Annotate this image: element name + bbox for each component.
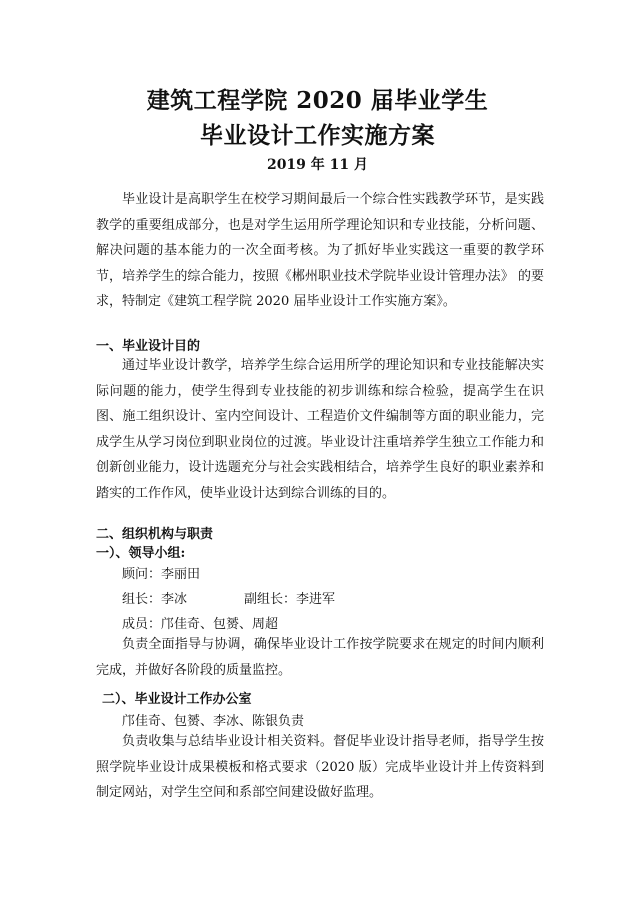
adviser-line: 顾问：李丽田 bbox=[122, 567, 201, 582]
document-date: 2019 年 11 月 bbox=[266, 157, 369, 173]
office-people-line: 邝佳奇、包赟、李冰、陈银负责 bbox=[122, 714, 305, 729]
deputy-line: 副组长：李进军 bbox=[244, 592, 336, 607]
subsection1-heading: 一）、领导小组: bbox=[96, 546, 186, 561]
section2-heading: 二、组织机构与职责 bbox=[96, 527, 214, 542]
subsection1-duty: 负责全面指导与协调，确保毕业设计工作按学院要求在规定的时间内顺利完成，并做好各阶段的质量监控。 bbox=[96, 637, 544, 678]
leader-line: 组长：李冰 bbox=[122, 592, 188, 607]
intro-paragraph: 毕业设计是高职学生在校学习期间最后一个综合性实践教学环节，是实践教学的重要组成部分，也是对学生运用所学理论知识和专业技能，分析问题、解决问题的基本能力的一次全面考核。为了抓好毕业实践这一重要的教学环节，培养学生的综合能力，按照《郴州职业技术学院毕业设计管理办法》 的要求，特制定《建筑工程学院 2020 届毕业设计工作实施方案》。 bbox=[96, 192, 544, 310]
subsection2-duty: 负责收集与总结毕业设计相关资料。督促毕业设计指导老师，指导学生按照学院毕业设计成果模板和格式要求（2020 版）完成毕业设计并上传资料到制定网站，对学生空间和系部空间建设做好监理。 bbox=[96, 734, 544, 801]
members-line: 成员：邝佳奇、包赟、周超 bbox=[122, 617, 279, 632]
section1-body: 通过毕业设计教学，培养学生综合运用所学的理论知识和专业技能解决实际问题的能力，使学生得到专业技能的初步训练和综合检验，提高学生在识图、施工组织设计、室内空间设计、工程造价文件编制等方面的职业能力，完成学生从学习岗位到职业岗位的过渡。毕业设计注重培养学生独立工作能力和创新创业能力，设计选题充分与社会实践相结合，培养学生良好的职业素养和踏实的工作作风，使毕业设计达到综合训练的目的。 bbox=[96, 358, 544, 501]
document-title-line1: 建筑工程学院 2020 届毕业学生 bbox=[146, 87, 489, 114]
subsection2-heading: 二）、毕业设计工作办公室 bbox=[102, 692, 252, 707]
section1-heading: 一、毕业设计目的 bbox=[96, 339, 201, 354]
document-title-line2: 毕业设计工作实施方案 bbox=[200, 122, 435, 149]
